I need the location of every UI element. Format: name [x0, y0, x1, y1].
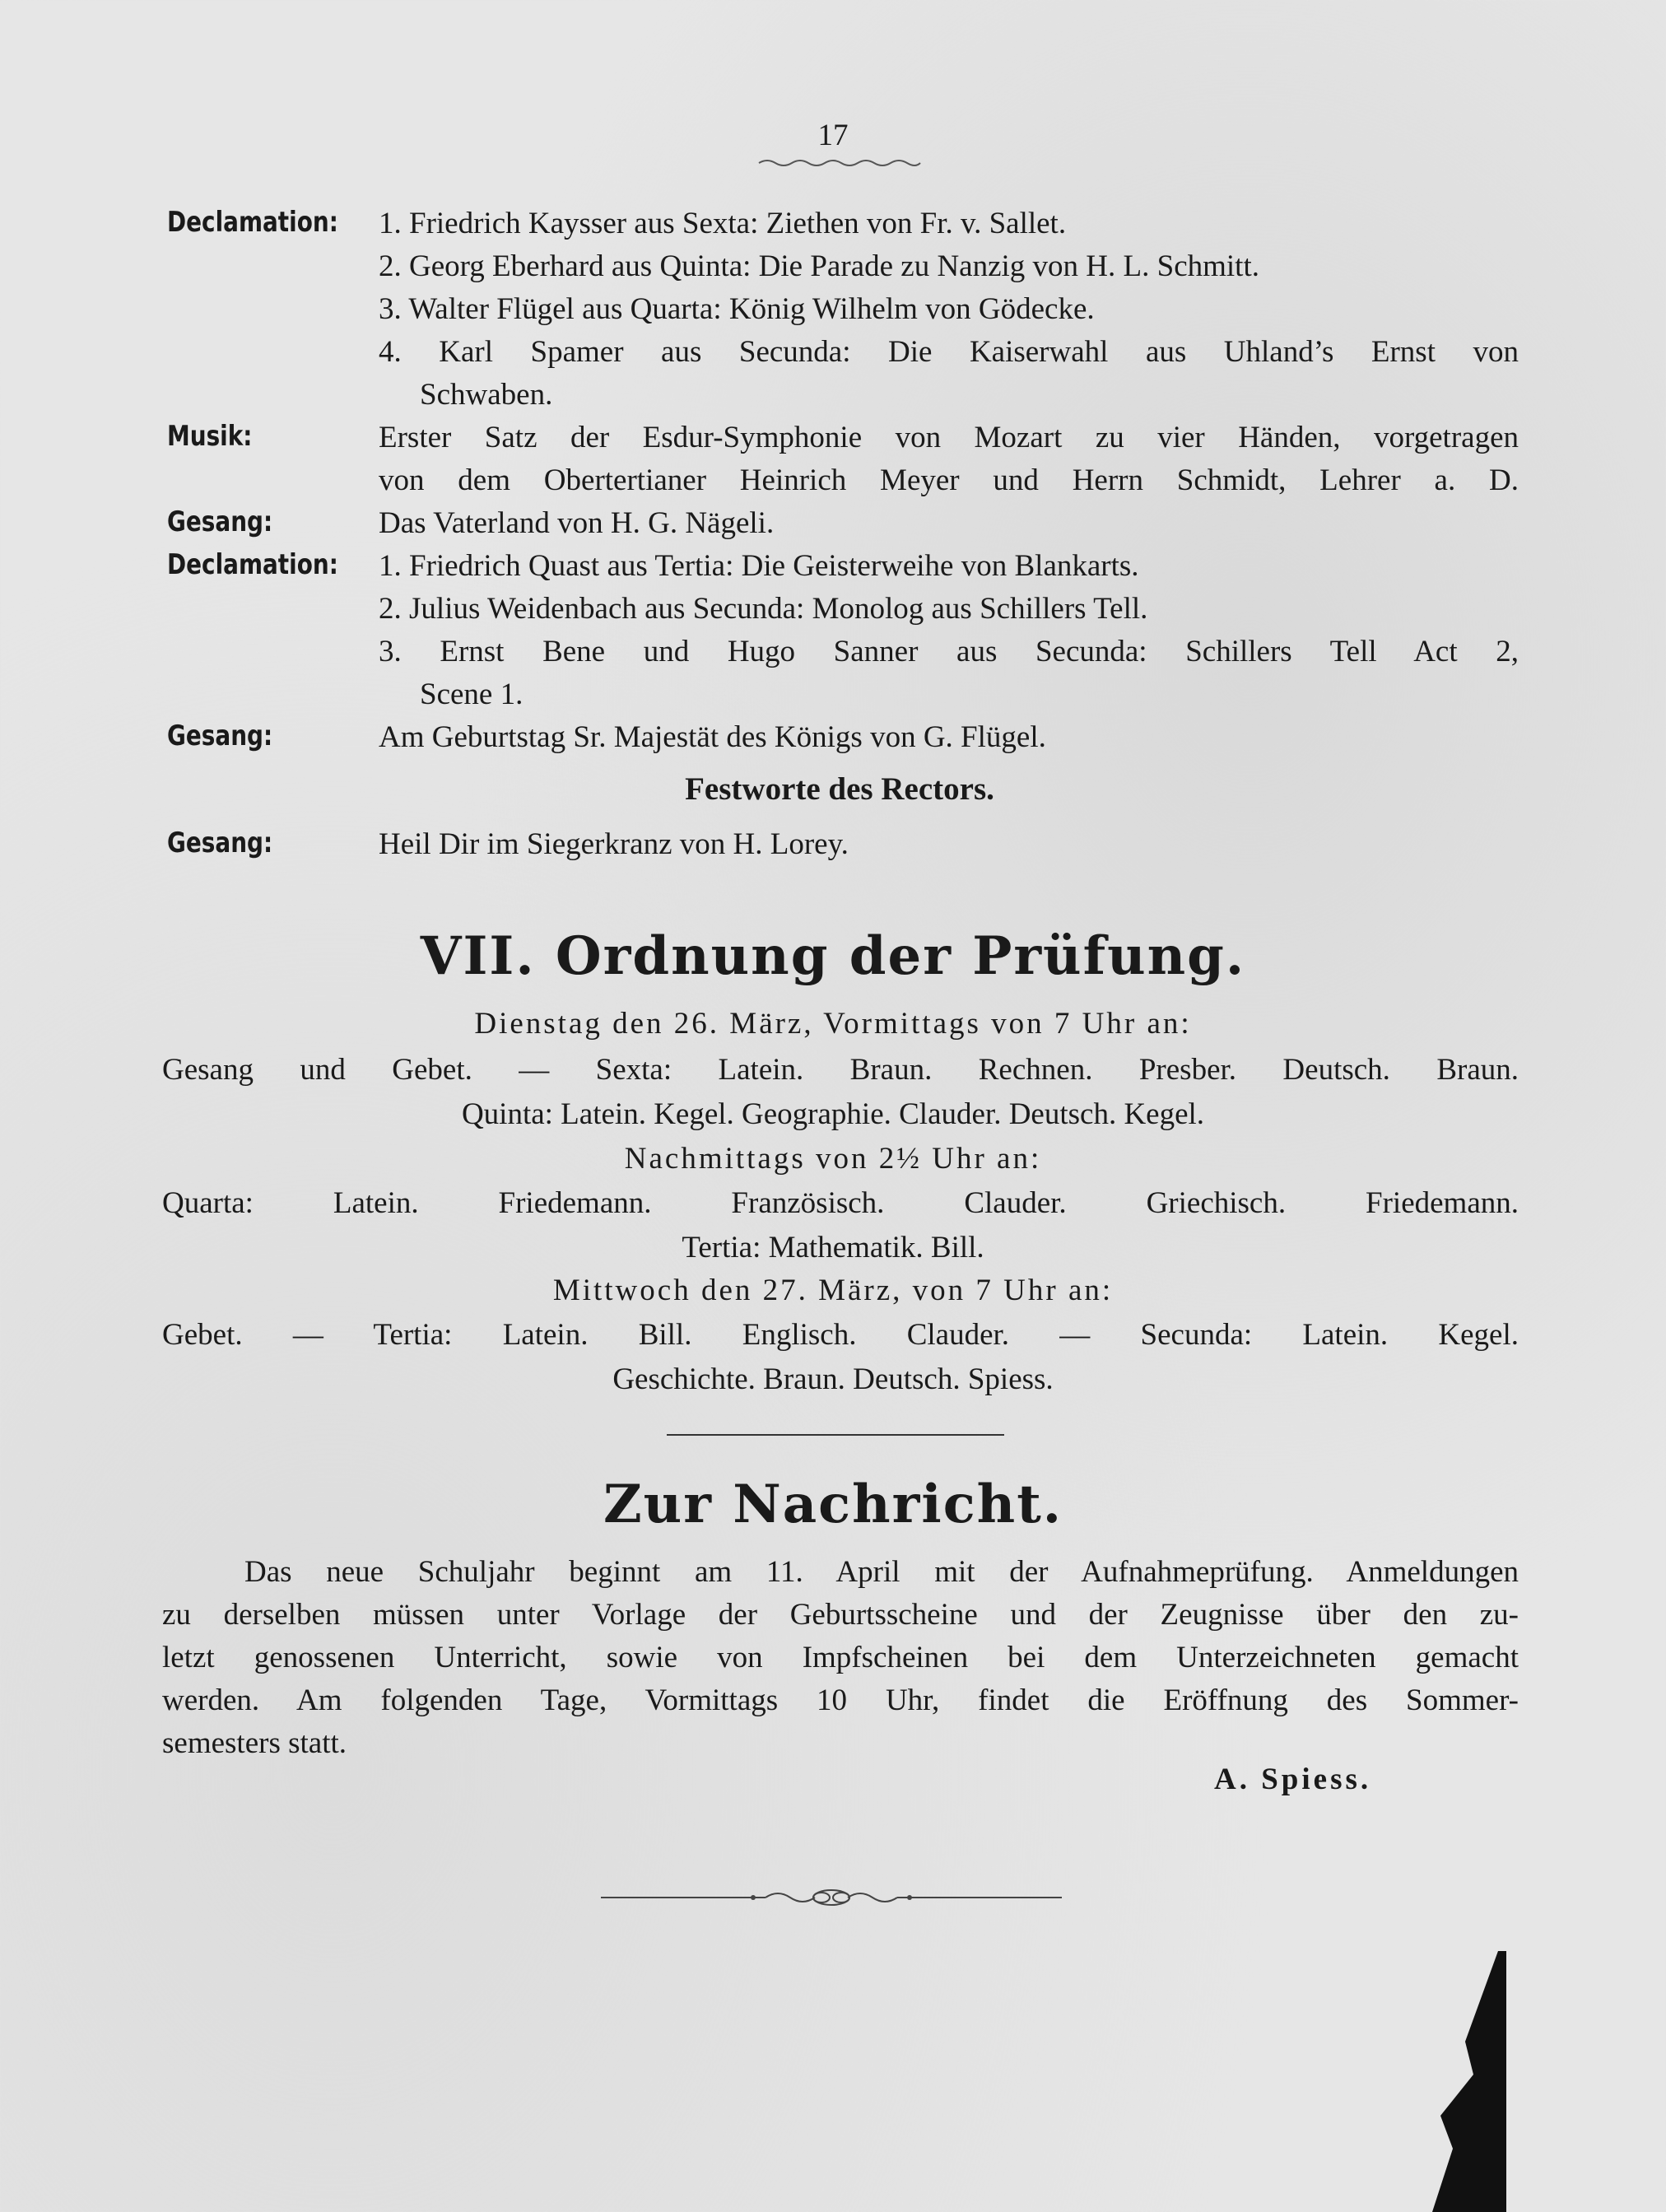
flourish-ornament	[601, 1877, 1062, 1918]
gesang-label: Gesang:	[167, 827, 273, 859]
programme-line: 1. Friedrich Kaysser aus Sexta: Ziethen von Fr. v. Sallet.	[379, 207, 1067, 240]
schedule-line: Tertia: Mathematik. Bill.	[682, 1231, 984, 1264]
pruefung-heading: VII. Ordnung der Prüfung.	[420, 925, 1246, 987]
gesang-label: Gesang:	[167, 505, 273, 538]
programme-line: Heil Dir im Siegerkranz von H. Lorey.	[379, 827, 849, 861]
schedule-line: Nachmittags von 2½ Uhr an:	[624, 1142, 1042, 1176]
signature: A. Spiess.	[1214, 1763, 1372, 1796]
schedule-line: Gebet. — Tertia: Latein. Bill. Englisch. Clauder. — Secunda: Latein. Kegel.	[162, 1318, 1519, 1352]
schedule-line: Geschichte. Braun. Deutsch. Spiess.	[612, 1362, 1054, 1396]
page-number-ornament	[757, 158, 922, 168]
schedule-line: Quarta: Latein. Friedemann. Französisch. Clauder. Griechisch. Friedemann.	[162, 1186, 1519, 1220]
separator-rule	[667, 1434, 1004, 1436]
programme-line: Das Vaterland von H. G. Nägeli.	[379, 506, 775, 540]
festworte-line: Festworte des Rectors.	[685, 771, 994, 807]
programme-line: 4. Karl Spamer aus Secunda: Die Kaiserwahl aus Uhland’s Ernst von	[379, 335, 1519, 369]
programme-line: 2. Julius Weidenbach aus Secunda: Monolog aus Schillers Tell.	[379, 592, 1148, 626]
programme-line: Am Geburtstag Sr. Majestät des Königs von G. Flügel.	[379, 720, 1046, 754]
page-number: 17	[817, 119, 849, 152]
schedule-line: Quinta: Latein. Kegel. Geographie. Clauder. Deutsch. Kegel.	[461, 1097, 1205, 1131]
paragraph-line: Das neue Schuljahr beginnt am 11. April mit der Aufnahmeprüfung. Anmeldungen	[244, 1555, 1519, 1589]
gesang-label: Gesang:	[167, 719, 273, 752]
declamation-label: Declamation:	[167, 548, 338, 581]
paragraph-line: semesters statt.	[162, 1726, 347, 1760]
nachricht-heading: Zur Nachricht.	[603, 1474, 1063, 1535]
paragraph-line: letzt genossenen Unterricht, sowie von Impfscheinen bei dem Unterzeichneten gemacht	[162, 1641, 1519, 1674]
programme-line: 3. Walter Flügel aus Quarta: König Wilhelm von Gödecke.	[379, 292, 1095, 326]
schedule-line: Dienstag den 26. März, Vormittags von 7 Uhr an:	[474, 1007, 1192, 1041]
programme-line: Schwaben.	[420, 378, 553, 412]
declamation-label: Declamation:	[167, 206, 338, 239]
paragraph-line: werden. Am folgenden Tage, Vormittags 10 Uhr, findet die Eröffnung des Sommer-	[162, 1683, 1519, 1717]
paragraph-line: zu derselben müssen unter Vorlage der Geburtsscheine und der Zeugnisse über den zu-	[162, 1598, 1519, 1632]
schedule-line: Mittwoch den 27. März, von 7 Uhr an:	[552, 1274, 1114, 1307]
schedule-line: Gesang und Gebet. — Sexta: Latein. Braun. Rechnen. Presber. Deutsch. Braun.	[162, 1053, 1519, 1087]
programme-line: von dem Obertertianer Heinrich Meyer und Herrn Schmidt, Lehrer a. D.	[379, 463, 1519, 497]
torn-corner	[1408, 1951, 1506, 2212]
programme-line: Erster Satz der Esdur-Symphonie von Mozart zu vier Händen, vorgetragen	[379, 421, 1519, 454]
programme-line: 1. Friedrich Quast aus Tertia: Die Geisterweihe von Blankarts.	[379, 549, 1139, 583]
programme-line: 3. Ernst Bene und Hugo Sanner aus Secunda: Schillers Tell Act 2,	[379, 635, 1519, 668]
musik-label: Musik:	[167, 420, 253, 453]
programme-line: Scene 1.	[420, 678, 524, 711]
programme-line: 2. Georg Eberhard aus Quinta: Die Parade zu Nanzig von H. L. Schmitt.	[379, 249, 1259, 283]
